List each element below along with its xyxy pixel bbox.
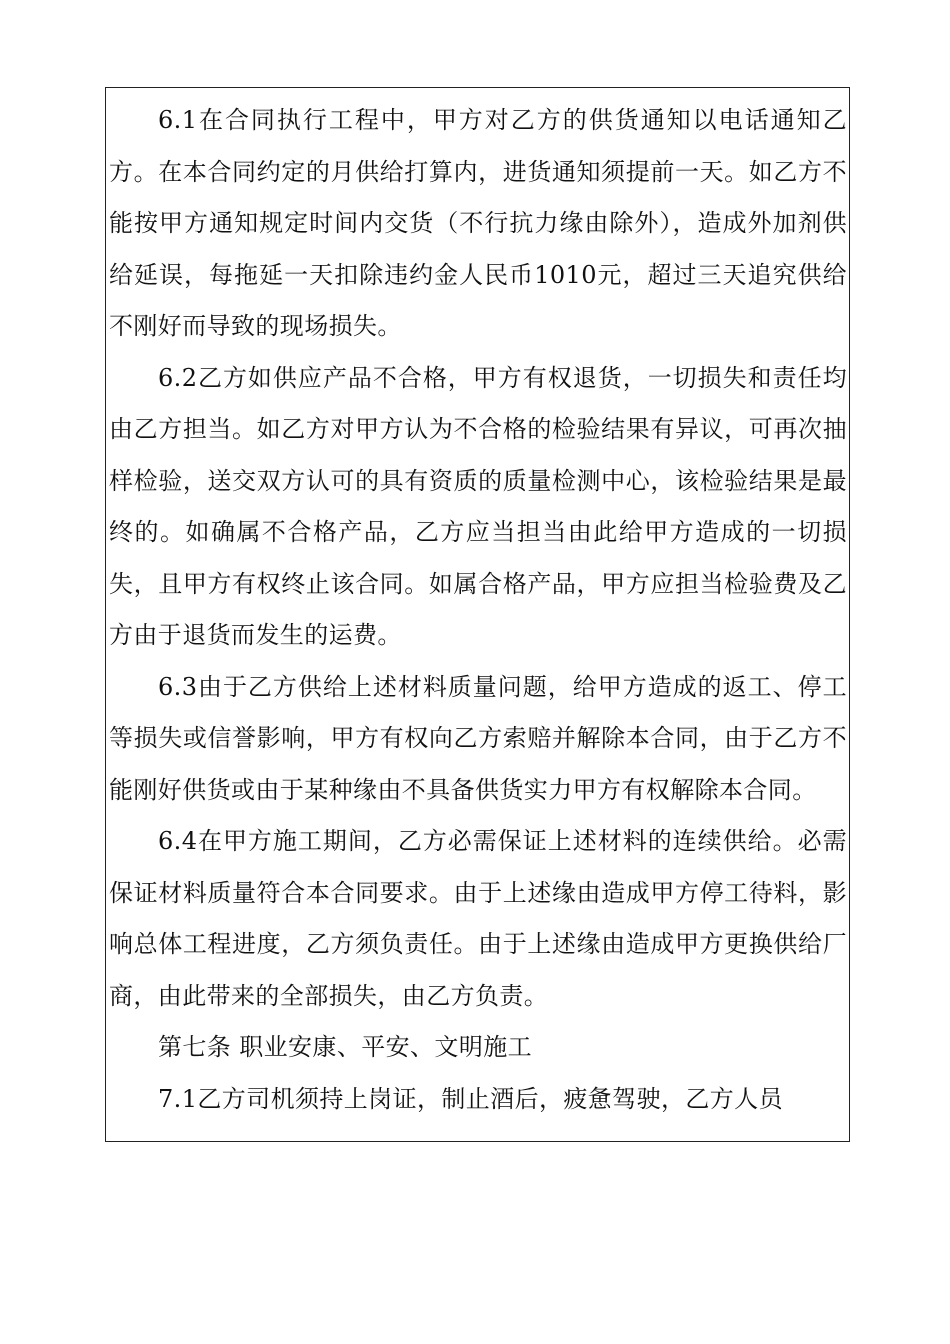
article-7-heading: 第七条 职业安康、平安、文明施工 xyxy=(158,1033,533,1061)
clause-6-2-paragraph: 6.2乙方如供应产品不合格，甲方有权退货，一切损失和责任均由乙方担当。如乙方对甲方认为不合格的检验结果有异议，可再次抽样检验，送交双方认可的具有资质的质量检测中心，该检验结果是最终的。如确属不合格产品，乙方应当担当由此给甲方造成的一切损失，且甲方有权终止该合同。如属合格产品，甲方应担当检验费及乙方由于退货而发生的运费。 xyxy=(109,363,847,649)
contract-text-box xyxy=(105,87,850,1142)
clause-7-1-paragraph: 7.1乙方司机须持上岗证，制止酒后，疲惫驾驶，乙方人员 xyxy=(158,1084,783,1113)
clause-6-4-paragraph: 6.4在甲方施工期间，乙方必需保证上述材料的连续供给。必需保证材料质量符合本合同要求。由于上述缘由造成甲方停工待料，影响总体工程进度，乙方须负责任。由于上述缘由造成甲方更换供给厂商，由此带来的全部损失，由乙方负责。 xyxy=(109,827,847,1010)
clause-6-1-paragraph: 6.1在合同执行工程中，甲方对乙方的供货通知以电话通知乙方。在本合同约定的月供给打算内，进货通知须提前一天。如乙方不能按甲方通知规定时间内交货（不行抗力缘由除外），造成外加剂供给延误，每拖延一天扣除违约金人民币1010元，超过三天追究供给不刚好而导致的现场损失。 xyxy=(109,106,847,340)
clause-6-3-paragraph: 6.3由于乙方供给上述材料质量问题，给甲方造成的返工、停工等损失或信誉影响，甲方有权向乙方索赔并解除本合同，由于乙方不能刚好供货或由于某种缘由不具备供货实力甲方有权解除本合同。 xyxy=(109,672,847,804)
